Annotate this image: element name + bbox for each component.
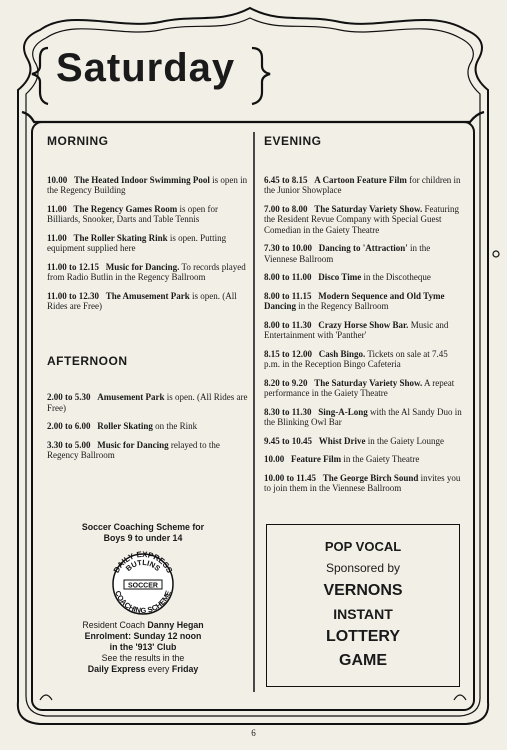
advert-line-vernons: VERNONS <box>323 582 403 599</box>
evening-heading: EVENING <box>264 134 322 148</box>
results-line2: Daily Express every Friday <box>87 664 199 674</box>
event-item: 8.15 to 12.00 Cash Bingo. Tickets on sale at 7.45 p.m. in the Reception Bingo Cafeteria <box>264 348 448 369</box>
event-item: 11.00 to 12.15 Music for Dancing. To records played from Radio Butlin in the Regency Ballroom <box>47 261 246 282</box>
soccer-heading-line2: Boys 9 to under 14 <box>103 533 183 543</box>
logo-text-middle: BUTLINS <box>123 557 163 573</box>
event-item: 7.00 to 8.00 The Saturday Variety Show. Featuring the Resident Revue Company with Special Guest Comedian in the Gaiety Theatre <box>264 203 460 235</box>
morning-heading: MORNING <box>47 134 109 148</box>
event-item: 9.45 to 10.45 Whist Drive in the Gaiety Lounge <box>264 435 444 446</box>
event-item: 8.30 to 11.30 Sing-A-Long with the Al Sandy Duo in the Blinking Owl Bar <box>264 406 462 427</box>
coach-line: Resident Coach Danny Hegan <box>82 620 204 630</box>
right-column <box>264 136 464 494</box>
event-item: 8.00 to 11.00 Disco Time in the Discotheque <box>264 272 431 282</box>
page-number: 6 <box>251 728 256 738</box>
advert-line-pop-vocal: POP VOCAL <box>324 539 402 554</box>
event-item: 11.00 The Roller Skating Rink is open. Putting equipment supplied here <box>47 232 227 253</box>
event-item: 3.30 to 5.00 Music for Dancing relayed to the Regency Ballroom <box>47 439 220 460</box>
pop-vocal-advert <box>266 524 460 687</box>
event-item: 8.20 to 9.20 The Saturday Variety Show. A repeat performance in the Gaiety Theatre <box>264 377 455 398</box>
advert-line-instant: INSTANT <box>333 606 393 622</box>
page-title: Saturday <box>56 46 236 90</box>
logo-text-bottom: COACHING SCHEME <box>113 589 173 616</box>
event-item: 10.00 to 11.45 The George Birch Sound invites you to join them in the Viennese Ballroom <box>264 472 461 493</box>
left-column <box>47 136 252 461</box>
event-item: 10.00 The Heated Indoor Swimming Pool is open in the Regency Building <box>47 174 248 195</box>
event-item: 8.00 to 11.15 Modern Sequence and Old Tyme Dancing in the Regency Ballroom <box>264 290 445 311</box>
event-item: 11.00 to 12.30 The Amusement Park is open. (All Rides are Free) <box>47 290 237 311</box>
event-item: 11.00 The Regency Games Room is open for Billiards, Snooker, Darts and Table Tennis <box>47 203 218 224</box>
event-item: 8.00 to 11.30 Crazy Horse Show Bar. Music and Entertainment with 'Panther' <box>264 319 449 340</box>
soccer-coaching-block <box>56 522 230 675</box>
advert-line-sponsored: Sponsored by <box>325 561 401 575</box>
soccer-heading-line1: Soccer Coaching Scheme for <box>81 522 205 532</box>
soccer-coaching-logo <box>104 548 182 616</box>
advert-line-game: GAME <box>339 652 387 669</box>
afternoon-heading: AFTERNOON <box>47 353 128 368</box>
logo-text-top: DAILY EXPRESS <box>111 549 175 575</box>
advert-line-lottery: LOTTERY <box>325 628 401 645</box>
event-item: 6.45 to 8.15 A Cartoon Feature Film for children in the Junior Showplace <box>264 174 461 195</box>
event-item: 10.00 Feature Film in the Gaiety Theatre <box>264 454 420 464</box>
event-item: 2.00 to 5.30 Amusement Park is open. (All Rides are Free) <box>47 392 248 413</box>
logo-text-band: SOCCER <box>128 582 158 590</box>
enrolment-line2: in the '913' Club <box>109 642 177 652</box>
event-item: 7.30 to 10.00 Dancing to 'Attraction' in the Viennese Ballroom <box>264 243 431 264</box>
event-item: 2.00 to 6.00 Roller Skating on the Rink <box>47 421 198 431</box>
enrolment-line1: Enrolment: Sunday 12 noon <box>84 631 202 641</box>
results-line1: See the results in the <box>101 653 185 663</box>
